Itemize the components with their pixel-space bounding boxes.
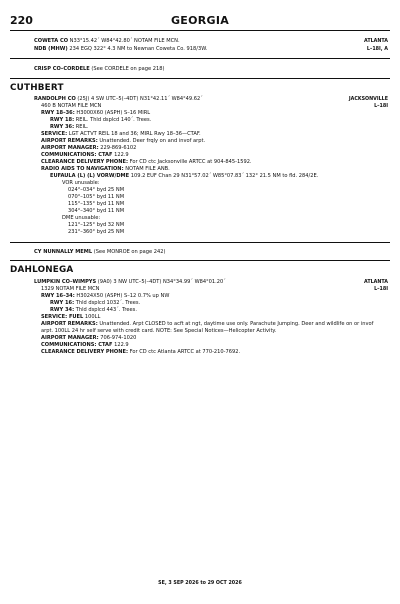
page-title: GEORGIA — [170, 14, 230, 27]
crisp-name: CRISP CO–CORDELE — [34, 66, 90, 72]
cuthbert-manager — [41, 145, 136, 152]
city-heading-dahlonega: DAHLONEGA — [10, 265, 74, 275]
cuthbert-region: JACKSONVILLE — [348, 97, 388, 102]
communications-label: COMMUNICATIONS: CTAF — [41, 342, 113, 348]
cuthbert-remarks — [41, 138, 205, 145]
ctaf-frequency: 122.9 — [112, 342, 129, 348]
dahlonega-airport-name: LUMPKIN CO–WIMPYS — [34, 279, 97, 285]
remarks-info: Unattended. Arpt CLOSED to acft at ngt, daytime use only. Parachute Jumping. Deer and wildlife on or invof — [97, 321, 374, 327]
header-rule — [10, 30, 390, 31]
clearance-label: CLEARANCE DELIVERY PHONE: — [41, 349, 129, 355]
vor-info: 109.2 EUF Chan 29 N31°57.02´ W85°07.83´ 132° 21.5 NM to fld. 284/2E. — [129, 173, 319, 179]
section-divider — [10, 78, 390, 79]
vor-unusable-item: 024°–034° byd 25 NM — [68, 187, 125, 193]
coweta-chart: L–18I, A — [366, 47, 388, 52]
remarks-info: Unattended. Deer frqly on and invof arpt. — [97, 138, 206, 144]
dahlonega-rwy34 — [50, 307, 137, 314]
runway-end-info: Thld dsplcd 1032´. Trees. — [74, 300, 141, 306]
coweta-airport-name: COWETA CO — [34, 38, 69, 44]
runway-label: RWY 18–36: — [41, 110, 75, 116]
runway-info: H3024X50 (ASPH) S–12 0.7% up NW — [74, 293, 170, 299]
vor-unusable-item: 070°–105° byd 11 NM — [68, 194, 125, 200]
dahlonega-elevation-line: 1329 NOTAM FILE MCN — [41, 286, 100, 292]
dahlonega-runway — [41, 293, 169, 300]
runway-label: RWY 16–34: — [41, 293, 75, 299]
dahlonega-manager — [41, 335, 136, 342]
vor-unusable-label: VOR unusable: — [62, 180, 100, 186]
dahlonega-clearance — [41, 349, 240, 356]
remarks-label: AIRPORT REMARKS: — [41, 321, 98, 327]
runway-end-label: RWY 36: — [50, 124, 75, 130]
dahlonega-communications — [41, 342, 129, 349]
cuthbert-rwy36 — [50, 124, 88, 131]
cuthbert-radio-aids — [41, 166, 170, 173]
coweta-ndb-label: NDB (MHW) — [34, 46, 68, 52]
coweta-airport-info: N33°15.42´ W84°42.80´ NOTAM FILE MCN. — [68, 38, 180, 44]
coweta-region: ATLANTA — [363, 39, 388, 44]
cuthbert-clearance — [41, 159, 252, 166]
runway-end-info: REIL. Thld dsplcd 140´. Trees. — [74, 117, 152, 123]
cuthbert-elevation-line: 460 B NOTAM FILE MCN — [41, 103, 102, 109]
effective-dates-footer: SE, 3 SEP 2026 to 29 OCT 2026 — [158, 581, 242, 586]
dahlonega-rwy16 — [50, 300, 140, 307]
dahlonega-service — [41, 314, 100, 321]
dahlonega-remarks-continued: arpt. 100LL 24 hr self serve with credit card. NOTE: See Special Notices—Helicopter Activity. — [41, 328, 277, 334]
radio-aids-label: RADIO AIDS TO NAVIGATION: — [41, 166, 124, 172]
cuthbert-service — [41, 131, 201, 138]
cuthbert-airport-name: RANDOLPH CO — [34, 96, 76, 102]
dme-unusable-item: 121°–125° byd 32 NM — [68, 222, 125, 228]
coweta-airport-line — [34, 38, 180, 45]
crisp-cross-reference — [34, 66, 164, 73]
service-label: SERVICE: — [41, 131, 68, 137]
cuthbert-chart: L–18I — [374, 104, 388, 109]
ctaf-frequency: 122.9 — [112, 152, 129, 158]
fuel-label: FUEL — [67, 314, 84, 320]
manager-label: AIRPORT MANAGER: — [41, 145, 99, 151]
page-number: 220 — [10, 14, 33, 27]
manager-phone: 229-869-6102 — [98, 145, 137, 151]
communications-label: COMMUNICATIONS: CTAF — [41, 152, 113, 158]
cuthbert-rwy18 — [50, 117, 151, 124]
manager-phone: 706-974-1020 — [98, 335, 137, 341]
service-info: LGT ACTVT REIL 18 and 36; MIRL Rwy 18–36—CTAF. — [67, 131, 201, 137]
cuthbert-communications — [41, 152, 129, 159]
clearance-label: CLEARANCE DELIVERY PHONE: — [41, 159, 129, 165]
dahlonega-chart: L–18I — [374, 287, 388, 292]
runway-end-info: Thld dsplcd 443´. Trees. — [74, 307, 137, 313]
dahlonega-airport-info: (9A0) 3 NW UTC–5(–4DT) N34°34.99´ W84°01.20´ — [96, 279, 226, 285]
remarks-label: AIRPORT REMARKS: — [41, 138, 98, 144]
runway-end-label: RWY 16: — [50, 300, 75, 306]
radio-aids-info: NOTAM FILE ANB. — [123, 166, 170, 172]
cy-nunnally-ref: (See MONROE on page 242) — [92, 249, 166, 255]
dme-unusable-label: DME unusable: — [62, 215, 101, 221]
runway-end-label: RWY 34: — [50, 307, 75, 313]
coweta-ndb-info: 234 EGQ 322° 4.3 NM to Newnan Coweta Co. 918/3W. — [67, 46, 208, 52]
vor-label: EUFAULA (L) (L) VORW/DME — [50, 173, 130, 179]
vor-unusable-item: 304°–340° byd 11 NM — [68, 208, 125, 214]
coweta-ndb-line — [34, 46, 207, 53]
cuthbert-airport-info: (25J) 4 SW UTC–5(–4DT) N31°42.11´ W84°49.62´ — [75, 96, 203, 102]
runway-end-label: RWY 18: — [50, 117, 75, 123]
service-label: SERVICE: — [41, 314, 68, 320]
cuthbert-airport-line — [34, 96, 203, 103]
cuthbert-vor — [50, 173, 318, 180]
clearance-info: For CD ctc Jacksonville ARTCC at 904-845-1592. — [128, 159, 252, 165]
dahlonega-region: ATLANTA — [363, 280, 388, 285]
runway-info: H3000X60 (ASPH) S–16 MIRL — [74, 110, 151, 116]
crisp-ref: (See CORDELE on page 218) — [89, 66, 165, 72]
section-divider — [10, 242, 390, 243]
clearance-info: For CD ctc Atlanta ARTCC at 770-210-7692. — [128, 349, 241, 355]
cy-nunnally-cross-reference — [34, 249, 165, 256]
manager-label: AIRPORT MANAGER: — [41, 335, 99, 341]
section-divider — [10, 58, 390, 59]
dme-unusable-item: 231°–360° byd 25 NM — [68, 229, 125, 235]
cuthbert-runway — [41, 110, 150, 117]
cy-nunnally-name: CY NUNNALLY MEML — [34, 249, 93, 255]
dahlonega-remarks — [41, 321, 373, 328]
dahlonega-airport-line — [34, 279, 226, 286]
runway-end-info: REIL. — [74, 124, 89, 130]
city-heading-cuthbert: CUTHBERT — [10, 83, 64, 93]
section-divider — [10, 260, 390, 261]
vor-unusable-item: 115°–135° byd 11 NM — [68, 201, 125, 207]
fuel-info: 100LL — [83, 314, 101, 320]
